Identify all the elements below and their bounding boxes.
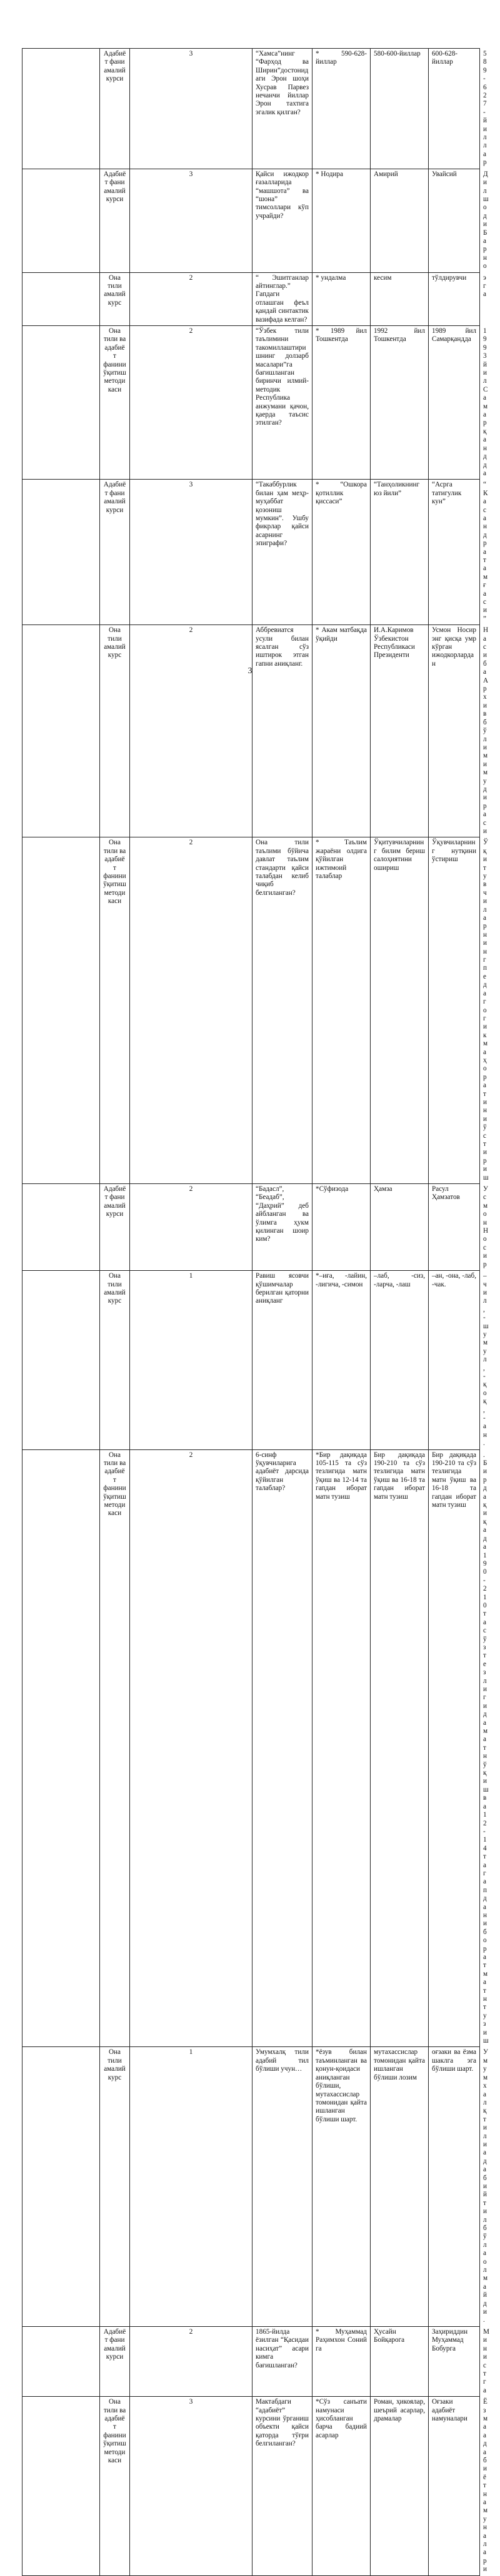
question-cell: 6-синф ўқувчиларига адабиёт дарсида қўйилган талаблар? xyxy=(252,1449,312,2047)
table-row: Она тили ва адабиёт фанини ўқитиш методикаси 2 Она тили таълими бўйича давлат таълим стандарти қайси талабдан келиб чиқиб белгиланган? * Таълим жараёни олдига қўйилган ижтимоий талаблар Ўқитувчиларнинг билим бериш салоҳиятини ошириш Ўқувчиларнинг нутқини ўстириш Ўқитувчиларнинг педагогик маҳоратини ўстириш xyxy=(22,837,480,1184)
level-cell: 2 xyxy=(130,2326,252,2396)
answer-c-cell: оғзаки ва ёзма шаклга эга бўлиши шарт. xyxy=(429,2047,480,2326)
correct-answer-cell: * 1989 йил Тошкентда xyxy=(312,326,371,480)
level-cell: 2 xyxy=(130,272,252,325)
table-row: Она тили амалий курс 1 Равиш ясовчи қўшимчалар берилган қаторни аниқланг *–иға, -лайин, -лигича, -симон –лаб, -сиз, -ларча, -лаш –ан, -она, -лаб, -чак. –чил, -шумул, -қоқ, -ан. xyxy=(22,1271,480,1450)
question-cell: Қайси ижодкор ғазалларида “машшота” ва “шона” тимсоллари кўп учрайди? xyxy=(252,169,312,272)
table-row: Адабиёт фани амалий курси 2 1865-йилда ёзилган “Қасидаи насиҳат” асари кимга бағишланган? * Муҳаммад Раҳимхон Соний​га Ҳусайн Бойқарога Заҳириддин Муҳаммад Бобурга Министга xyxy=(22,2326,480,2396)
level-cell: 3 xyxy=(130,2397,252,2576)
row-number-cell xyxy=(22,480,100,625)
correct-answer-cell: * Муҳаммад Раҳимхон Соний​га xyxy=(312,2326,371,2396)
answer-c-cell: Увайсий xyxy=(429,169,480,272)
subject-cell: Адабиёт фани амалий курси xyxy=(100,1184,130,1271)
correct-answer-cell: *ёзув билан таъминланган ва қонун-қоидаси аниқланган бўлиши, мутахассислар томонидан қайта ишланган бўлиши шарт. xyxy=(312,2047,371,2326)
row-number-cell xyxy=(22,837,100,1184)
question-cell: “Хамса”нинг “Фарҳод ва Ширин”достонидаги Эрон шоҳи Хусрав Парвез неча​нчи йиллар Эрон тахтига эгалик қилган? xyxy=(252,49,312,169)
question-cell: 1865-йилда ёзилган “Қасидаи насиҳат” асари кимга бағишланган? xyxy=(252,2326,312,2396)
subject-cell: Адабиёт фани амалий курси xyxy=(100,480,130,625)
table-row: Она тили ва адабиёт фанини ўқитиш методикаси 2 6-синф ўқувчиларига адабиёт дарсида қўйилган талаблар? *Бир дақиқада 105-115 та сўз тезлигида матн ўқиш ва 12-14 та гапдан иборат матн тузиш Бир дақиқада 190-210 та сўз тезлигида матн ўқиш ва 16-18 та гапдан иборат матн тузиш Бир дақиқада 190-210 та сўз тезлигида матн ўқиш ва 16-18 та гапдан иборат матн тузиш . Бир дақиқада 190-210 та сўз тезлигида матн ўқиш ва 12-14 та гапдан иборат матн тузиш xyxy=(22,1449,480,2047)
question-cell: Мактабдаги “адабиёт” курсини ўрганиш объекти қайси қаторда тўғри белгиланган? xyxy=(252,2397,312,2576)
level-cell: 1 xyxy=(130,2047,252,2326)
row-number-cell xyxy=(22,2326,100,2396)
answer-b-cell: 1992 йил Тошкентда xyxy=(371,326,429,480)
answer-c-cell: 1989 йил Самарқандда xyxy=(429,326,480,480)
level-cell: 2 xyxy=(130,625,252,837)
table-row: Она тили ва адабиёт фанини ўқитиш методикаси 3 Мактабдаги “адабиёт” курсини ўрганиш объекти қайси қаторда тўғри белгиланган? *Сўз санъати намунаси ҳисобланган барча бадиий асарлар Роман, ҳикоялар, шеърий асарлар, драмалар Оғзаки адабиёт намуналари Ёзма адабиёт намуналари xyxy=(22,2397,480,2576)
question-cell: “Бадасл”, “Беадаб”, “Даҳрий” деб айбланган ва ўлимга ҳукм қилинган шоир ким? xyxy=(252,1184,312,1271)
answer-b-cell: Роман, ҳикоялар, шеърий асарлар, драмалар xyxy=(371,2397,429,2576)
subject-cell: Она тили амалий курс xyxy=(100,2047,130,2326)
correct-answer-cell: *–иға, -лайин, -лигича, -симон xyxy=(312,1271,371,1450)
correct-answer-cell: *Бир дақиқада 105-115 та сўз тезлигида матн ўқиш ва 12-14 та гапдан иборат матн тузиш xyxy=(312,1449,371,2047)
answer-c-cell: Оғзаки адабиёт намуналари xyxy=(429,2397,480,2576)
answer-c-cell: –ан, -она, -лаб, -чак. xyxy=(429,1271,480,1450)
level-cell: 3 xyxy=(130,480,252,625)
subject-cell: Адабиёт фани амалий курси xyxy=(100,2326,130,2396)
answer-b-cell: Ҳусайн Бойқарога xyxy=(371,2326,429,2396)
correct-answer-cell: * “Ошкора қотиллик қиссаси” xyxy=(312,480,371,625)
answer-b-cell: –лаб, -сиз, -ларча, -лаш xyxy=(371,1271,429,1450)
correct-answer-cell: * Таълим жараёни олдига қўйилган ижтимоий талаблар xyxy=(312,837,371,1184)
answer-c-cell: Бир дақиқада 190-210 та сўз тезлигида матн ўқиш ва 16-18 та гапдан иборат матн тузиш xyxy=(429,1449,480,2047)
level-cell: 1 xyxy=(130,1271,252,1450)
correct-answer-cell: *Сўфизода xyxy=(312,1184,371,1271)
subject-cell: Она тили ва адабиёт фанини ўқитиш методикаси xyxy=(100,837,130,1184)
answer-c-cell: Ўқувчиларнинг нутқини ўстириш xyxy=(429,837,480,1184)
row-number-cell xyxy=(22,326,100,480)
correct-answer-cell: * 590-628-йиллар xyxy=(312,49,371,169)
answer-c-cell: 600-628-йиллар xyxy=(429,49,480,169)
answer-c-cell: тўлдирувчи xyxy=(429,272,480,325)
table-row: Адабиёт фани амалий курси 3 “Хамса”нинг “Фарҳод ва Ширин”достонидаги Эрон шоҳи Хусрав Парвез неча​нчи йиллар Эрон тахтига эгалик қилган? * 590-628-йиллар 580-600-йиллар 600-628-йиллар 589-627-йиллар xyxy=(22,49,480,169)
answer-c-cell: Заҳириддин Муҳаммад Бобурга xyxy=(429,2326,480,2396)
row-number-cell xyxy=(22,169,100,272)
subject-cell: Она тили амалий курс xyxy=(100,272,130,325)
answer-b-cell: Амирий xyxy=(371,169,429,272)
question-cell: “ Эшитганлар айтинглар.” Гапдаги отлашган феъл қандай синтактик вазифада келган? xyxy=(252,272,312,325)
level-cell: 2 xyxy=(130,326,252,480)
row-number-cell xyxy=(22,1271,100,1450)
answer-b-cell: Ҳамза xyxy=(371,1184,429,1271)
answer-c-cell: Усмон Носир энг қисқа умр кўрган ижодкорларда н xyxy=(429,625,480,837)
row-number-cell xyxy=(22,1184,100,1271)
answer-b-cell: мутахассислар томонидан қайта ишланган бўлиши лозим xyxy=(371,2047,429,2326)
subject-cell: Она тили ва адабиёт фанини ўқитиш методикаси xyxy=(100,1449,130,2047)
table-row: Она тили амалий курс 1 Умумхалқ тили адабий тил бўлиши учун… *ёзув билан таъминланган ва қонун-қоидаси аниқланган бўлиши, мутахассислар томонидан қайта ишланган бўлиши шарт. мутахассислар томонидан қайта ишланган бўлиши лозим оғзаки ва ёзма шаклга эга бўлиши шарт. Умумхалқ тили адабий тил бўла олмайди. xyxy=(22,2047,480,2326)
subject-cell: Адабиёт фани амалий курси xyxy=(100,49,130,169)
level-cell: 2 xyxy=(130,1184,252,1271)
subject-cell: Она тили ва адабиёт фанини ўқитиш методикаси xyxy=(100,2397,130,2576)
question-cell: Она тили таълими бўйича давлат таълим стандарти қайси талабдан келиб чиқиб белгиланган? xyxy=(252,837,312,1184)
page-number: 3 xyxy=(248,666,252,676)
table-row: Она тили амалий курс 2 Аббревиатся усули билан ясалган сўз иштирок этган гапни аниқланг. * Акам матбақда ўқийди И.А.Каримов Ўзбекистон Республикаси Президенти Усмон Носир энг қисқа умр кўрган ижодкорларда н Насиба Архив бўлими мудираси xyxy=(22,625,480,837)
subject-cell: Она тили амалий курс xyxy=(100,1271,130,1450)
answer-b-cell: И.А.Каримов Ўзбекистон Республикаси Президенти xyxy=(371,625,429,837)
row-number-cell xyxy=(22,625,100,837)
row-number-cell xyxy=(22,2397,100,2576)
answer-c-cell: Расул Ҳамзатов xyxy=(429,1184,480,1271)
correct-answer-cell: *Сўз санъати намунаси ҳисобланган барча бадиий асарлар xyxy=(312,2397,371,2576)
answer-b-cell: кесим xyxy=(371,272,429,325)
question-table xyxy=(22,48,489,2576)
row-number-cell xyxy=(22,272,100,325)
row-number-cell xyxy=(22,1449,100,2047)
table-row: Адабиёт фани амалий курси 3 Қайси ижодкор ғазалларида “машшота” ва “шона” тимсоллари кўп учрайди? * Нодира Амирий Увайсий Дилшоди Барно xyxy=(22,169,480,272)
level-cell: 2 xyxy=(130,837,252,1184)
table-row: Адабиёт фани амалий курси 2 “Бадасл”, “Беадаб”, “Даҳрий” деб айбланган ва ўлимга ҳукм қилинган шоир ким? *Сўфизода Ҳамза Расул Ҳамзатов Усмон Носир xyxy=(22,1184,480,1271)
question-cell: “Такаббурлик билан ҳам меҳр-муҳаббат қозониш мумкин”. Ушбу фикрлар қайси асарнинг эпиграфи? xyxy=(252,480,312,625)
correct-answer-cell: * Акам матбақда ўқийди xyxy=(312,625,371,837)
answer-b-cell: Бир дақиқада 190-210 та сўз тезлигида матн ўқиш ва 16-18 та гапдан иборат матн тузиш xyxy=(371,1449,429,2047)
level-cell: 2 xyxy=(130,1449,252,2047)
answer-b-cell: 580-600-йиллар xyxy=(371,49,429,169)
answer-b-cell: “Танҳоликнинг юз йили” xyxy=(371,480,429,625)
table-row: Она тили амалий курс 2 “ Эшитганлар айтинглар.” Гапдаги отлашган феъл қандай синтактик вазифада келган? * ундалма кесим тўлдирувчи эга xyxy=(22,272,480,325)
question-cell: Умумхалқ тили адабий тил бўлиши учун… xyxy=(252,2047,312,2326)
row-number-cell xyxy=(22,2047,100,2326)
level-cell: 3 xyxy=(130,169,252,272)
question-cell: Аббревиатся усули билан ясалган сўз иштирок этган гапни аниқланг. xyxy=(252,625,312,837)
subject-cell: Она тили амалий курс xyxy=(100,625,130,837)
answer-c-cell: “Асрга татигулик кун” xyxy=(429,480,480,625)
question-cell: Равиш ясовчи қўшимчалар берилган қаторни аниқланг xyxy=(252,1271,312,1450)
row-number-cell xyxy=(22,49,100,169)
correct-answer-cell: * Нодира xyxy=(312,169,371,272)
level-cell: 3 xyxy=(130,49,252,169)
answer-b-cell: Ўқитувчиларнинг билим бериш салоҳиятини ошириш xyxy=(371,837,429,1184)
table-row: Адабиёт фани амалий курси 3 “Такаббурлик билан ҳам меҳр-муҳаббат қозониш мумкин”. Ушбу фикрлар қайси асарнинг эпиграфи? * “Ошкора қотиллик қиссаси” “Танҳоликнинг юз йили” “Асрга татигулик кун” “Касандра тамғаси” xyxy=(22,480,480,625)
table-row: Она тили ва адабиёт фанини ўқитиш методикаси 2 “Ўзбек тили таълимини такомиллаштиришнинг долзарб масалари”га бағишланган биринчи илмий-методик Республика анжумани қачон, қаерда таъсис этилган? * 1989 йил Тошкентда 1992 йил Тошкентда 1989 йил Самарқандда 1993 йил Самарқандда xyxy=(22,326,480,480)
subject-cell: Адабиёт фани амалий курси xyxy=(100,169,130,272)
question-table-body xyxy=(22,49,489,2576)
subject-cell: Она тили ва адабиёт фанини ўқитиш методикаси xyxy=(100,326,130,480)
question-cell: “Ўзбек тили таълимини такомиллаштиришнинг долзарб масалари”га бағишланган биринчи илмий-методик Республика анжумани қачон, қаерда таъсис этилган? xyxy=(252,326,312,480)
correct-answer-cell: * ундалма xyxy=(312,272,371,325)
